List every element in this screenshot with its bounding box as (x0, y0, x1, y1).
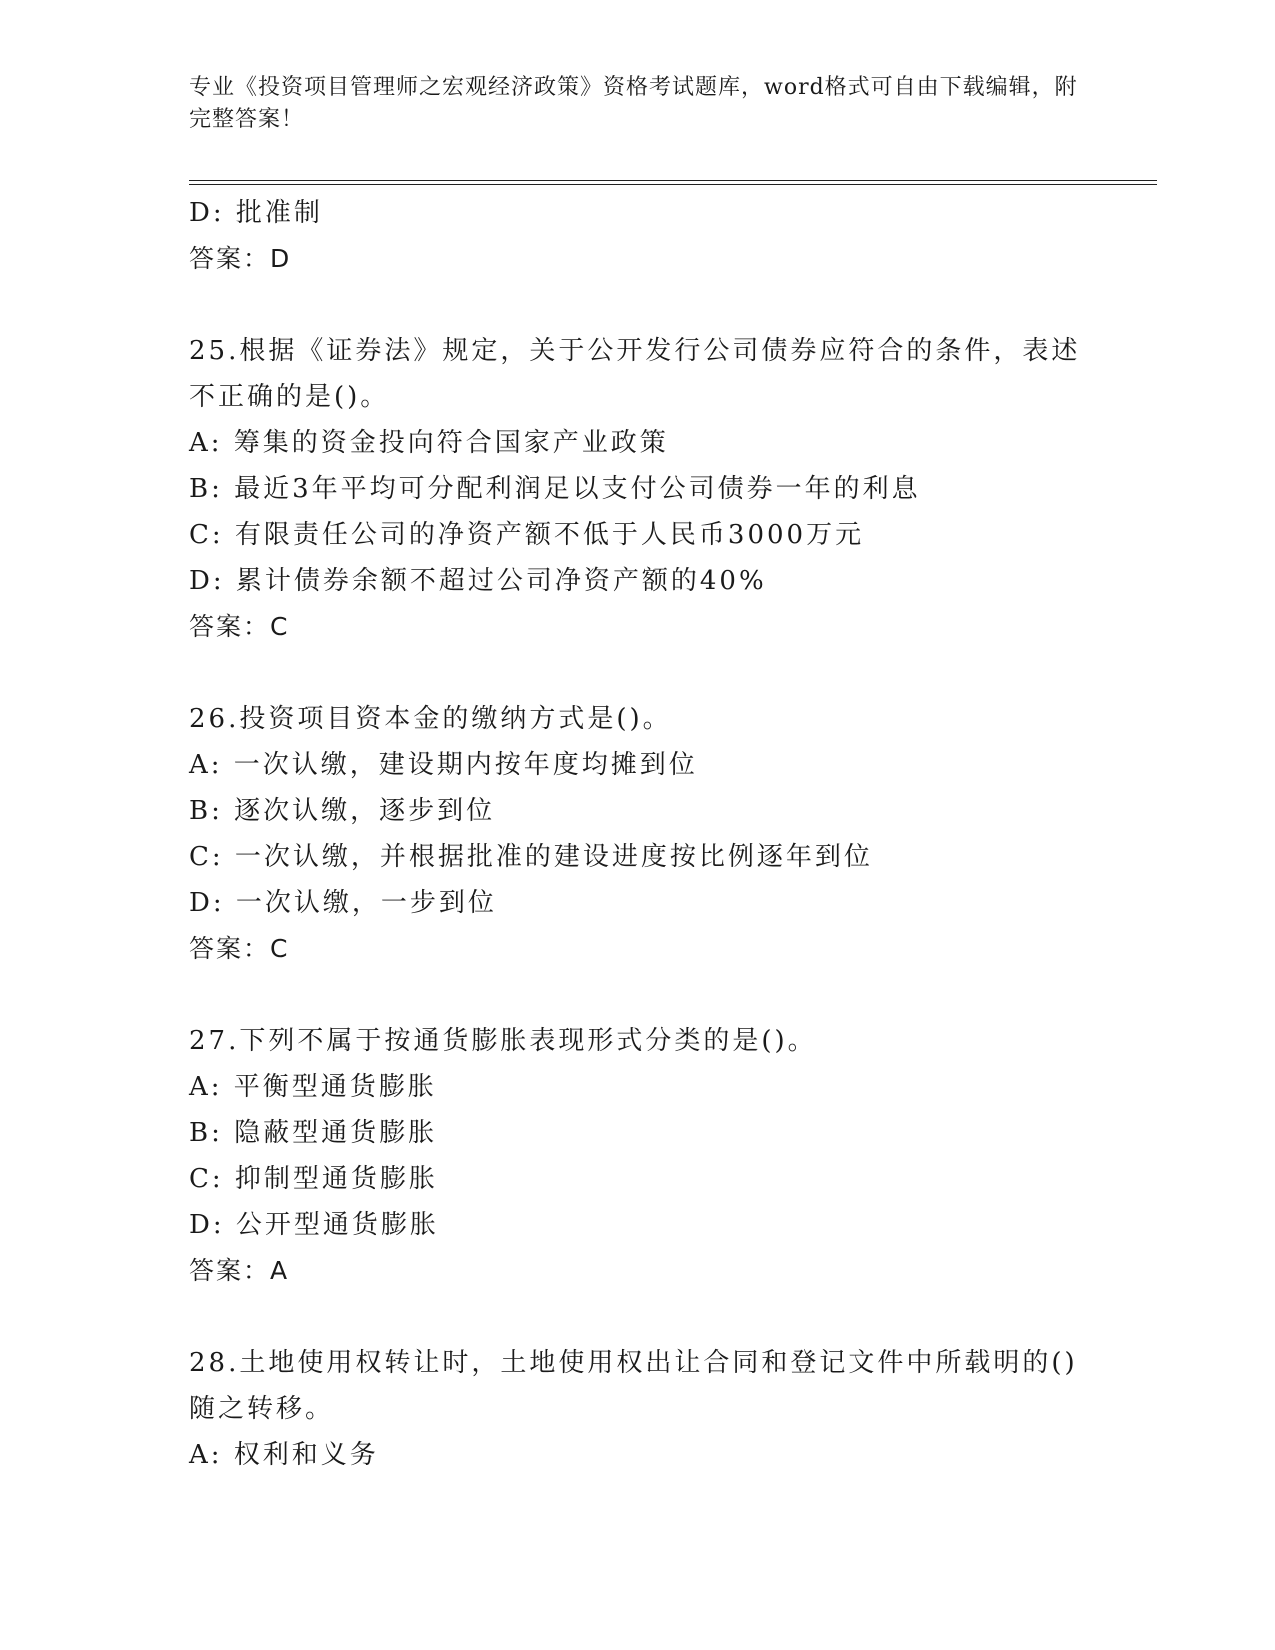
question-text: 28.土地使用权转让时，土地使用权出让合同和登记文件中所载明的()随之转移。 (189, 1348, 1078, 1424)
spacer (189, 972, 1089, 1018)
question-list (189, 190, 1089, 1478)
answer-line: 答案：D (189, 244, 292, 273)
option-a: A: 一次认缴，建设期内按年度均摊到位 (189, 750, 698, 780)
header-rule-top (189, 180, 1157, 181)
option-a: A: 筹集的资金投向符合国家产业政策 (189, 428, 669, 458)
document-header: 专业《投资项目管理师之宏观经济政策》资格考试题库，word格式可自由下载编辑，附完整答案！ (189, 75, 1078, 132)
spacer (189, 650, 1089, 696)
option-b: B: 隐蔽型通货膨胀 (189, 1118, 438, 1148)
option-d: D: 批准制 (189, 198, 323, 228)
question-text: 27.下列不属于按通货膨胀表现形式分类的是()。 (189, 1026, 817, 1056)
answer-line: 答案：C (189, 934, 290, 963)
option-c: C: 一次认缴，并根据批准的建设进度按比例逐年到位 (189, 842, 873, 872)
option-d: D: 一次认缴，一步到位 (189, 888, 497, 918)
option-d: D: 公开型通货膨胀 (189, 1210, 439, 1240)
question-block-27 (189, 1018, 1089, 1294)
answer-line: 答案：C (189, 612, 290, 641)
option-c: C: 有限责任公司的净资产额不低于人民币3000万元 (189, 520, 865, 550)
question-text: 25.根据《证券法》规定，关于公开发行公司债券应符合的条件，表述不正确的是()。 (189, 336, 1081, 412)
question-block-26 (189, 696, 1089, 972)
option-c: C: 抑制型通货膨胀 (189, 1164, 438, 1194)
answer-line: 答案：A (189, 1256, 290, 1285)
option-a: A: 权利和义务 (189, 1440, 379, 1470)
option-b: B: 最近3年平均可分配利润足以支付公司债券一年的利息 (189, 474, 921, 504)
option-a: A: 平衡型通货膨胀 (189, 1072, 437, 1102)
question-block-24 (189, 190, 1089, 282)
question-block-25 (189, 328, 1089, 650)
option-d: D: 累计债券余额不超过公司净资产额的40% (189, 566, 767, 596)
question-text: 26.投资项目资本金的缴纳方式是()。 (189, 704, 672, 734)
spacer (189, 282, 1089, 328)
question-block-28 (189, 1340, 1089, 1478)
spacer (189, 1294, 1089, 1340)
header-rule-bottom (189, 184, 1157, 185)
option-b: B: 逐次认缴，逐步到位 (189, 796, 496, 826)
